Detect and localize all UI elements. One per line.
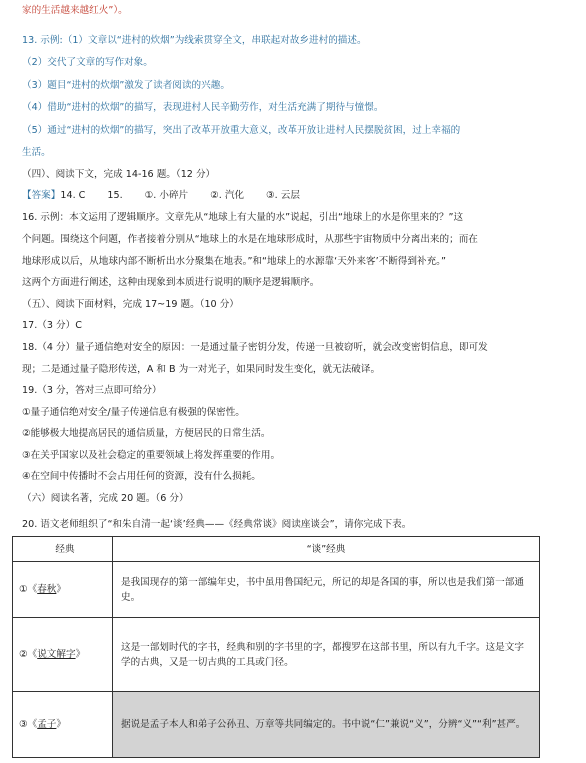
q18-line-2: 现；二是通过量子隐形传送，A 和 B 为一对光子，如果同时发生变化，就无法破译。 (22, 364, 381, 375)
book-close-mark: 》 (56, 584, 66, 595)
row-number: ③《 (19, 719, 38, 730)
description-cell: 是我国现存的第一部编年史，书中虽用鲁国纪元，所记的却是各国的事，所以也是我们第一部通史。 (113, 562, 540, 618)
q16-line-4: 这两个方面进行阐述，这种由现象到本质进行说明的顺序是逻辑顺序。 (22, 277, 320, 288)
answer-15-1: ①. 小碎片 (144, 190, 189, 201)
table-row (13, 618, 540, 692)
section-4-heading: （四）、阅读下文，完成 14-16 题。（12 分） (22, 169, 216, 180)
q16-line-3: 地球形成以后，从地球内部不断析出水分聚集在地表。”和“地球上的水源靠‘天外来客’不断得到补充。” (22, 256, 446, 267)
classics-table (12, 536, 540, 758)
table-row (13, 692, 540, 758)
q13-answer-5a: （5）通过“进村的炊烟”的描写，突出了改革开放重大意义，改革开放让进村人民摆脱贫困，过上幸福的 (22, 125, 461, 136)
answer-15: 15. (107, 190, 123, 201)
continued-line: 家的生活越来越红火”）。 (22, 5, 128, 16)
q18-line-1: 18.（4 分）量子通信绝对安全的原因：一是通过量子密钥分发，传递一旦被窃听，就会改变密钥信息，即可发 (22, 342, 488, 353)
classic-answer: 孟子 (37, 719, 57, 730)
q13-answer-3: （3）题目“进村的炊烟”激发了读者阅读的兴趣。 (22, 80, 230, 91)
table-row (13, 562, 540, 618)
section-5-heading: （五）、阅读下面材料，完成 17~19 题。（10 分） (22, 299, 239, 310)
header-classic: 经典 (13, 537, 113, 562)
q16-line-2: 个问题。围绕这个问题，作者接着分别从“地球上的水是在地球形成时，从那些宇宙物质中分离出来的；而在 (22, 234, 478, 245)
header-talk: “谈”经典 (113, 537, 540, 562)
classic-cell (13, 618, 113, 692)
table-header-row (13, 537, 540, 562)
description-cell: 据说是孟子本人和弟子公孙丑、万章等共同编定的。书中说“仁”兼说“义”，分辨“义”“利”甚严。 (113, 692, 540, 758)
classic-cell (13, 562, 113, 618)
classic-answer: 春秋 (37, 584, 57, 595)
q17-answer: 17.（3 分）C (22, 320, 82, 331)
answer-line-14-15 (22, 189, 300, 203)
row-number: ①《 (19, 584, 38, 595)
q19-point-3: ③在关乎国家以及社会稳定的重要领域上将发挥重要的作用。 (22, 450, 281, 461)
q16-line-1: 16. 示例：本文运用了逻辑顺序。文章先从“地球上有大量的水”说起，引出“地球上的水是你里来的？”这 (22, 212, 464, 223)
answer-15-2: ②. 汽化 (210, 190, 245, 201)
section-6-heading: （六）阅读名著，完成 20 题。（6 分） (22, 493, 189, 504)
answer-label: 【答案】 (22, 190, 61, 201)
q13-answer-2: （2）交代了文章的写作对象。 (22, 57, 153, 68)
q19-point-4: ④在空间中传播时不会占用任何的资源，没有什么损耗。 (22, 471, 261, 482)
q19-point-2: ②能够极大地提高居民的通信质量，方便居民的日常生活。 (22, 428, 271, 439)
answer-14: 14. C (60, 190, 86, 201)
book-close-mark: 》 (75, 649, 86, 660)
book-close-mark: 》 (56, 719, 66, 730)
q19-heading: 19.（3 分，答对三点即可给分） (22, 385, 162, 396)
row-number: ②《 (19, 649, 38, 660)
q13-answer-1: 13. 示例:（1）文章以“进村的炊烟”为线索贯穿全文，串联起对故乡进村的描述。 (22, 35, 367, 46)
q20-prompt: 20. 语文老师组织了“和朱自清一起‘谈’经典——《经典常谈》阅读座谈会”，请你完成下表。 (22, 519, 412, 530)
q13-answer-5b: 生活。 (22, 147, 51, 158)
classic-cell (13, 692, 113, 758)
q13-answer-4: （4）借助“进村的炊烟”的描写，表现进村人民辛勤劳作，对生活充满了期待与憧憬。 (22, 102, 384, 113)
description-cell: 这是一部划时代的字书，经典和别的字书里的字，都搜罗在这部书里，所以有九千字。这是文字学的古典，又是一切古典的工具或门径。 (113, 618, 540, 692)
q19-point-1: ①量子通信绝对安全/量子传递信息有极强的保密性。 (22, 407, 245, 418)
answer-15-3: ③. 云层 (266, 190, 300, 201)
classic-answer: 说文解字 (37, 649, 76, 660)
